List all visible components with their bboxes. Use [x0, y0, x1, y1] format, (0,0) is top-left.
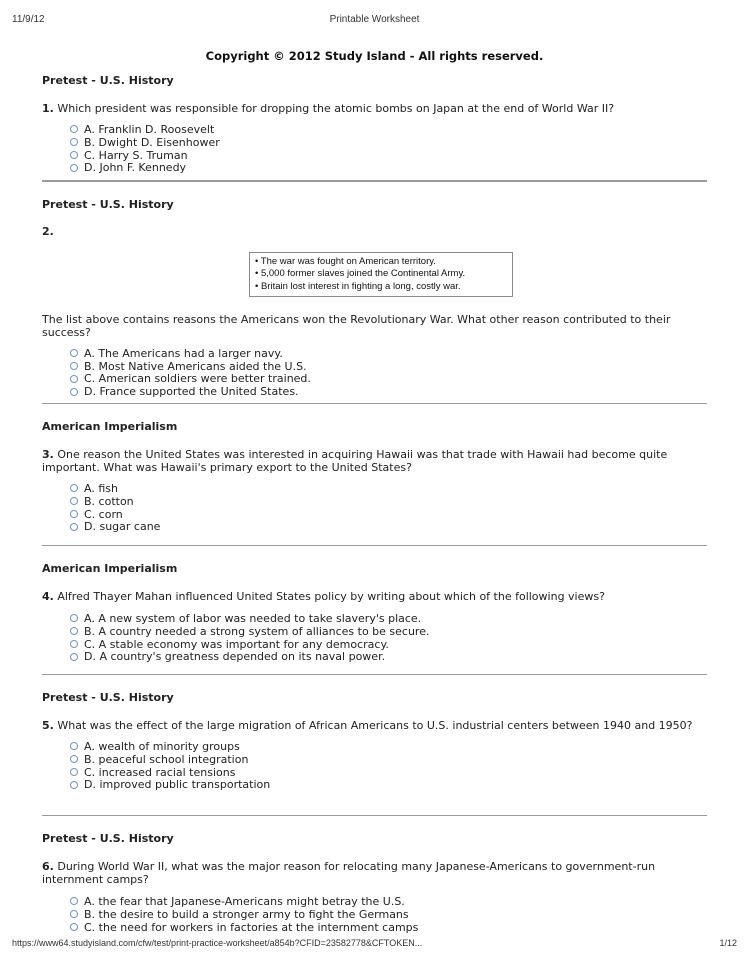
choice-c[interactable]	[70, 921, 707, 934]
choice-label: A. Franklin D. Roosevelt	[84, 122, 215, 136]
choice-label: B. the desire to build a stronger army to fight the Germans	[84, 907, 409, 921]
choice-b[interactable]	[70, 495, 707, 508]
choice-b[interactable]	[70, 360, 707, 373]
choice-label: A. fish	[84, 481, 118, 495]
radio-button[interactable]	[70, 362, 78, 370]
section-heading: Pretest - U.S. History	[42, 832, 174, 845]
page-number: 1/12	[719, 938, 737, 948]
question-number: 5.	[42, 719, 54, 732]
radio-button[interactable]	[70, 755, 78, 763]
choice-label: B. peaceful school integration	[84, 752, 249, 766]
choice-c[interactable]	[70, 149, 707, 162]
question-1	[42, 74, 707, 180]
section-heading: American Imperialism	[42, 420, 178, 433]
print-header	[12, 14, 737, 28]
radio-button[interactable]	[70, 923, 78, 931]
section-heading: Pretest - U.S. History	[42, 74, 174, 87]
question-text	[42, 102, 707, 115]
question-number: 4.	[42, 590, 54, 603]
choice-label: D. improved public transportation	[84, 778, 271, 792]
choice-label: B. Dwight D. Eisenhower	[84, 135, 220, 149]
radio-button[interactable]	[70, 742, 78, 750]
question-6	[42, 816, 707, 934]
question-prompt: Alfred Thayer Mahan influenced United States policy by writing about which of the following views?	[57, 590, 605, 603]
radio-button[interactable]	[70, 627, 78, 635]
worksheet-content	[42, 74, 707, 934]
choice-label: A. A new system of labor was needed to take slavery's place.	[84, 611, 422, 625]
choice-d[interactable]	[70, 520, 707, 533]
choice-c[interactable]	[70, 766, 707, 779]
question-prompt: What was the effect of the large migration of African Americans to U.S. industrial centers between 1940 and 1950?	[57, 719, 693, 732]
choice-label: C. A stable economy was important for any democracy.	[84, 637, 389, 651]
answer-choices	[70, 895, 707, 933]
choice-a[interactable]	[70, 740, 707, 753]
choice-b[interactable]	[70, 625, 707, 638]
radio-button[interactable]	[70, 125, 78, 133]
radio-button[interactable]	[70, 484, 78, 492]
radio-button[interactable]	[70, 510, 78, 518]
choice-label: D. France supported the United States.	[84, 385, 299, 399]
question-prompt: One reason the United States was interested in acquiring Hawaii was that trade with Hawaii had become quite important. What was Hawaii's primary export to the United States?	[42, 448, 668, 474]
question-text	[42, 225, 707, 238]
print-title: Printable Worksheet	[329, 14, 420, 25]
radio-button[interactable]	[70, 910, 78, 918]
radio-button[interactable]	[70, 497, 78, 505]
choice-c[interactable]	[70, 508, 707, 521]
choice-b[interactable]	[70, 753, 707, 766]
question-prompt: During World War II, what was the major reason for relocating many Japanese-Americans to government-run internment camps?	[42, 860, 656, 886]
print-date: 11/9/12	[12, 14, 45, 25]
radio-button[interactable]	[70, 653, 78, 661]
question-2	[42, 182, 707, 403]
question-number: 6.	[42, 860, 54, 873]
question-prompt: Which president was responsible for dropping the atomic bombs on Japan at the end of World War II?	[57, 102, 615, 115]
reasons-list-box	[249, 252, 513, 297]
question-3	[42, 404, 707, 545]
radio-button[interactable]	[70, 640, 78, 648]
radio-button[interactable]	[70, 614, 78, 622]
question-number: 1.	[42, 102, 54, 115]
choice-label: B. Most Native Americans aided the U.S.	[84, 359, 307, 373]
choice-a[interactable]	[70, 347, 707, 360]
radio-button[interactable]	[70, 781, 78, 789]
radio-button[interactable]	[70, 349, 78, 357]
choice-a[interactable]	[70, 612, 707, 625]
choice-label: A. The Americans had a larger navy.	[84, 346, 283, 360]
question-4	[42, 546, 707, 674]
radio-button[interactable]	[70, 768, 78, 776]
choice-b[interactable]	[70, 136, 707, 149]
question-number: 3.	[42, 448, 54, 461]
choice-c[interactable]	[70, 372, 707, 385]
choice-c[interactable]	[70, 638, 707, 651]
choice-label: C. corn	[84, 507, 123, 521]
section-heading: Pretest - U.S. History	[42, 198, 174, 211]
question-prompt: The list above contains reasons the Americans won the Revolutionary War. What other reason contributed to their success?	[42, 312, 671, 339]
list-item: • The war was fought on American territory.	[255, 256, 436, 267]
choice-label: B. A country needed a strong system of alliances to be secure.	[84, 624, 430, 638]
radio-button[interactable]	[70, 897, 78, 905]
section-heading: Pretest - U.S. History	[42, 691, 174, 704]
radio-button[interactable]	[70, 388, 78, 396]
answer-choices	[70, 482, 707, 533]
radio-button[interactable]	[70, 138, 78, 146]
page-url: https://www64.studyisland.com/cfw/test/print-practice-worksheet/a854b?CFID=23582778&CFTOKEN...	[12, 938, 423, 948]
choice-label: C. American soldiers were better trained.	[84, 372, 311, 386]
choice-b[interactable]	[70, 908, 707, 921]
choice-label: A. wealth of minority groups	[84, 739, 240, 753]
question-text	[42, 590, 707, 603]
answer-choices	[70, 347, 707, 398]
radio-button[interactable]	[70, 164, 78, 172]
question-number: 2.	[42, 225, 54, 238]
radio-button[interactable]	[70, 523, 78, 531]
choice-label: C. the need for workers in factories at the internment camps	[84, 920, 419, 934]
choice-d[interactable]	[70, 385, 707, 398]
radio-button[interactable]	[70, 375, 78, 383]
choice-label: D. A country's greatness depended on its naval power.	[84, 650, 386, 664]
choice-d[interactable]	[70, 650, 707, 663]
choice-label: C. Harry S. Truman	[84, 148, 188, 162]
answer-choices	[70, 740, 707, 791]
choice-d[interactable]	[70, 161, 707, 174]
question-text	[42, 448, 707, 474]
choice-d[interactable]	[70, 778, 707, 791]
copyright-notice: Copyright © 2012 Study Island - All rights reserved.	[205, 49, 544, 63]
section-heading: American Imperialism	[42, 562, 178, 575]
choice-label: A. the fear that Japanese-Americans might betray the U.S.	[84, 894, 405, 908]
answer-choices	[70, 612, 707, 663]
choice-label: D. John F. Kennedy	[84, 161, 187, 175]
choice-label: D. sugar cane	[84, 520, 161, 534]
answer-choices	[70, 123, 707, 174]
choice-a[interactable]	[70, 895, 707, 908]
choice-a[interactable]	[70, 482, 707, 495]
print-footer	[12, 938, 737, 952]
radio-button[interactable]	[70, 151, 78, 159]
choice-a[interactable]	[70, 123, 707, 136]
question-text	[42, 719, 707, 732]
list-item: • Britain lost interest in fighting a long, costly war.	[255, 280, 461, 292]
list-item: • 5,000 former slaves joined the Continental Army.	[255, 268, 466, 280]
question-text	[42, 860, 707, 886]
question-5	[42, 675, 707, 815]
choice-label: C. increased racial tensions	[84, 765, 236, 779]
choice-label: B. cotton	[84, 494, 134, 508]
